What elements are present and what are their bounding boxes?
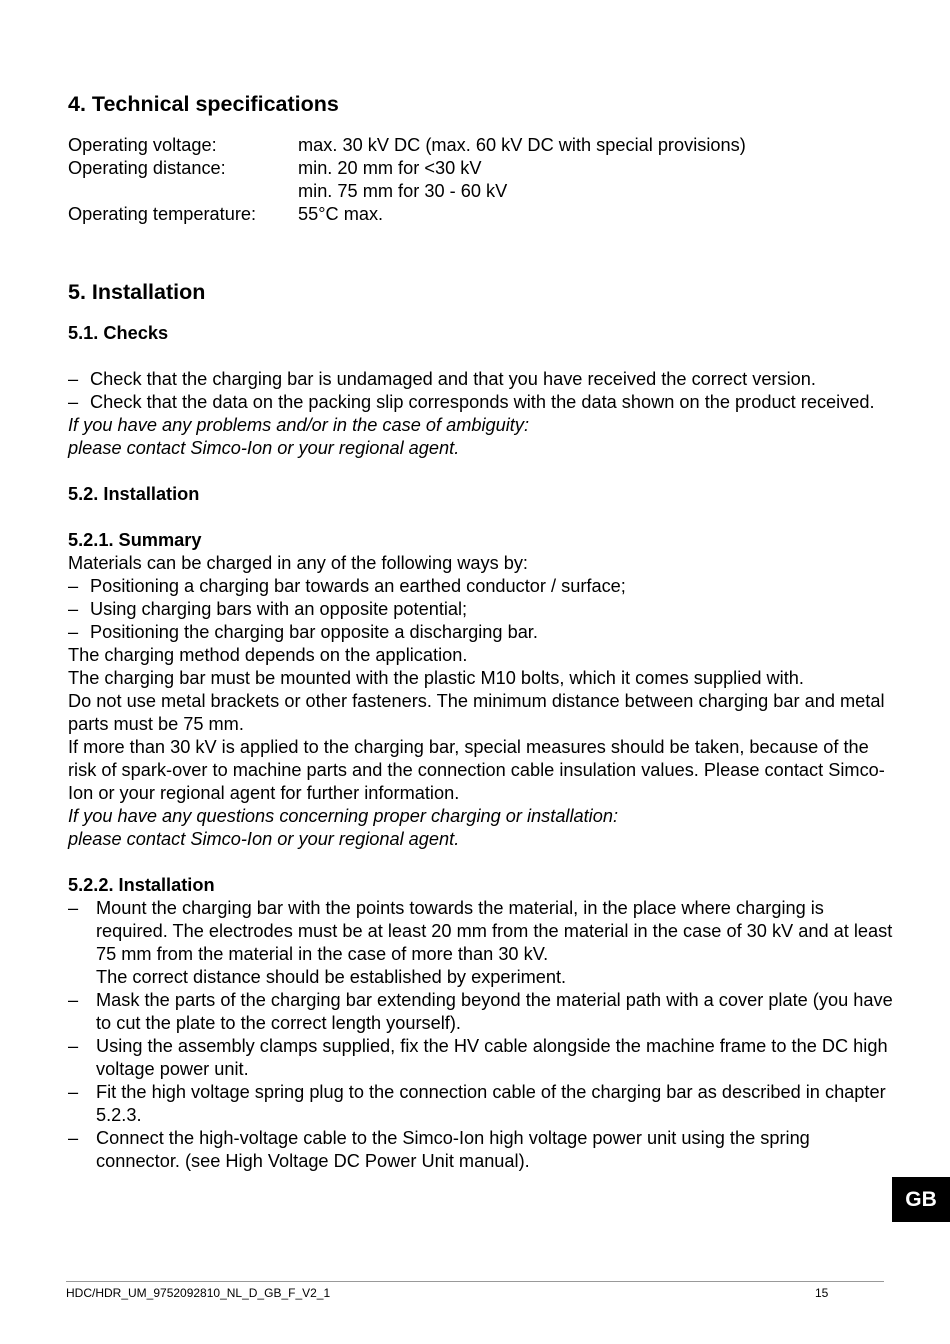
paragraph: Do not use metal brackets or other fasteners. The minimum distance between charging bar and metal parts must be 75 mm. <box>68 691 885 734</box>
list-item <box>68 575 898 598</box>
section-4-heading: 4. Technical specifications <box>68 92 339 116</box>
list-item <box>68 897 898 989</box>
footer-divider <box>66 1281 884 1282</box>
list-dash: – <box>68 392 79 412</box>
list-item-text: Connect the high-voltage cable to the Simco-Ion high voltage power unit using the spring connector. (see High Voltage DC Power Unit manual). <box>96 1128 810 1171</box>
contact-note: If you have any problems and/or in the case of ambiguity: <box>68 415 530 435</box>
spec-value: 55°C max. <box>298 204 384 224</box>
list-item <box>68 368 898 391</box>
list-dash: – <box>68 599 79 619</box>
list-dash: – <box>68 1128 79 1148</box>
paragraph: Materials can be charged in any of the following ways by: <box>68 553 528 573</box>
paragraph: The charging method depends on the application. <box>68 645 468 665</box>
list-item <box>68 391 898 414</box>
subsection-5-1-heading: 5.1. Checks <box>68 323 169 343</box>
list-item-text: Positioning a charging bar towards an earthed conductor / surface; <box>90 576 626 596</box>
spec-label: Operating voltage: <box>68 135 217 155</box>
list-item <box>68 621 898 644</box>
contact-note: please contact Simco-Ion or your regional agent. <box>68 829 460 849</box>
list-dash: – <box>68 622 79 642</box>
paragraph: If more than 30 kV is applied to the charging bar, special measures should be taken, because of the risk of spark-over to machine parts and the connection cable insulation values. Please contact Simco-Ion or your regional agent for further information. <box>68 737 885 803</box>
list-item-text: The correct distance should be established by experiment. <box>96 967 567 987</box>
list-dash: – <box>68 1082 79 1102</box>
list-item-text: Check that the data on the packing slip corresponds with the data shown on the product received. <box>90 392 875 412</box>
subsection-5-2-heading: 5.2. Installation <box>68 484 200 504</box>
paragraph: The charging bar must be mounted with the plastic M10 bolts, which it comes supplied with. <box>68 668 804 688</box>
contact-note: If you have any questions concerning proper charging or installation: <box>68 806 619 826</box>
section-5-heading: 5. Installation <box>68 280 206 304</box>
list-item-text: Positioning the charging bar opposite a discharging bar. <box>90 622 538 642</box>
list-item <box>68 1127 898 1173</box>
list-dash: – <box>68 898 79 918</box>
list-item-text: Mask the parts of the charging bar extending beyond the material path with a cover plate (you have to cut the plate to the correct length yourself). <box>96 990 893 1033</box>
spec-value: max. 30 kV DC (max. 60 kV DC with special provisions) <box>298 135 746 155</box>
spec-table <box>68 134 898 226</box>
footer-doc-id: HDC/HDR_UM_9752092810_NL_D_GB_F_V2_1 <box>66 1286 331 1300</box>
list-dash: – <box>68 1036 79 1056</box>
page-content <box>68 88 898 1173</box>
list-item-text: Using charging bars with an opposite potential; <box>90 599 468 619</box>
list-item <box>68 598 898 621</box>
list-item <box>68 1035 898 1081</box>
language-tab: GB <box>892 1177 950 1222</box>
list-item <box>68 989 898 1035</box>
spec-row-temperature <box>68 203 898 226</box>
spec-value: min. 75 mm for 30 - 60 kV <box>298 181 508 201</box>
list-item <box>68 1081 898 1127</box>
list-item-text: Fit the high voltage spring plug to the connection cable of the charging bar as described in chapter 5.2.3. <box>96 1082 886 1125</box>
spec-value: min. 20 mm for <30 kV <box>298 158 482 178</box>
list-item-text: Using the assembly clamps supplied, fix the HV cable alongside the machine frame to the DC high voltage power unit. <box>96 1036 888 1079</box>
spec-label: Operating distance: <box>68 158 226 178</box>
spec-row-voltage <box>68 134 898 157</box>
contact-note: please contact Simco-Ion or your regional agent. <box>68 438 460 458</box>
subsection-5-2-2-heading: 5.2.2. Installation <box>68 875 215 895</box>
list-item-text: Mount the charging bar with the points towards the material, in the place where charging is required. The electrodes must be at least 20 mm from the material in the case of 30 kV and at least 75 mm from the material in the case of more than 30 kV. <box>96 898 893 964</box>
subsection-5-2-1-heading: 5.2.1. Summary <box>68 530 202 550</box>
spec-row-distance <box>68 157 898 203</box>
page-number: 15 <box>815 1286 829 1300</box>
list-dash: – <box>68 990 79 1010</box>
list-dash: – <box>68 576 79 596</box>
list-item-text: Check that the charging bar is undamaged and that you have received the correct version. <box>90 369 816 389</box>
list-dash: – <box>68 369 79 389</box>
spec-label: Operating temperature: <box>68 204 257 224</box>
